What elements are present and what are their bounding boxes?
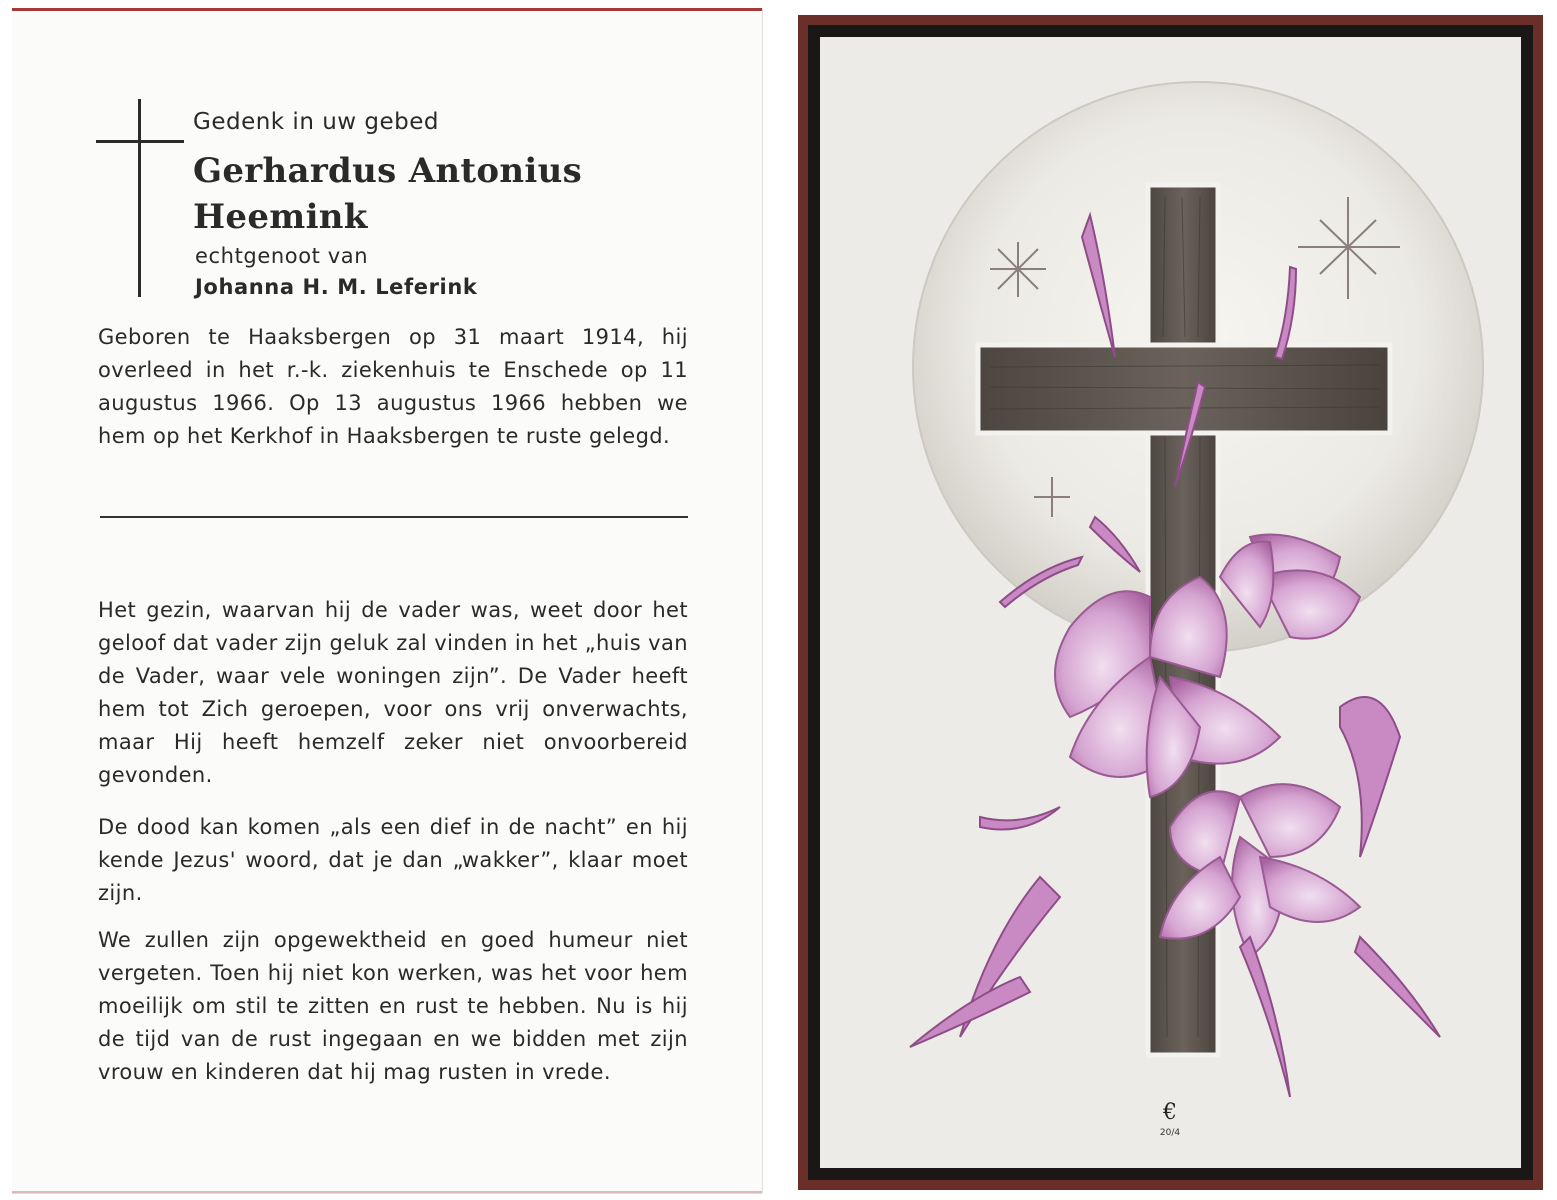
cross-with-lilies-illustration bbox=[820, 37, 1521, 1168]
spouse-name: Johanna H. M. Leferink bbox=[195, 275, 478, 299]
death-paragraph: De dood kan komen „als een dief in de nacht” en hij kende Jezus' woord, dat je dan „wakker”, klaar moet zijn. bbox=[98, 815, 688, 905]
print-code: 20/4 bbox=[1159, 1128, 1181, 1138]
divider bbox=[100, 516, 688, 518]
name-line-2: Heemink bbox=[193, 197, 368, 237]
greeting: Gedenk in uw gebed bbox=[193, 109, 440, 135]
name-line-1: Gerhardus Antonius bbox=[193, 151, 583, 191]
card-edge bbox=[12, 1191, 762, 1193]
memory-paragraph: We zullen zijn opgewektheid en goed humeur niet vergeten. Toen hij niet kon werken, was het voor hem moeilijk om stil te zitten en rust te hebben. Nu is hij de tijd van de rust ingegaan en we bidden met zijn vrouw en kinderen dat hij mag rusten in vrede. bbox=[98, 928, 688, 1084]
birth-death-paragraph: Geboren te Haaksbergen op 31 maart 1914, hij overleed in het r.-k. ziekenhuis te Enschede op 11 augustus 1966. Op 13 augustus 1966 hebben we hem op het Kerkhof in Haaksbergen te ruste gelegd. bbox=[98, 325, 688, 448]
memorial-image-card bbox=[798, 15, 1543, 1190]
star-icon bbox=[990, 242, 1046, 297]
illustration-paper bbox=[820, 37, 1521, 1168]
relation-label: echtgenoot van bbox=[195, 244, 369, 268]
publisher-mark: € bbox=[1163, 1100, 1177, 1125]
family-paragraph: Het gezin, waarvan hij de vader was, weet door het geloof dat vader zijn geluk zal vinden in het „huis van de Vader, waar vele woningen zijn”. De Vader heeft hem tot Zich geroepen, voor ons vrij onverwachts, maar Hij heeft hemzelf zeker niet onvoorbereid gevonden. bbox=[98, 598, 688, 787]
black-border bbox=[808, 25, 1533, 1180]
cross-icon bbox=[96, 99, 186, 299]
memorial-text-card bbox=[12, 8, 762, 1193]
